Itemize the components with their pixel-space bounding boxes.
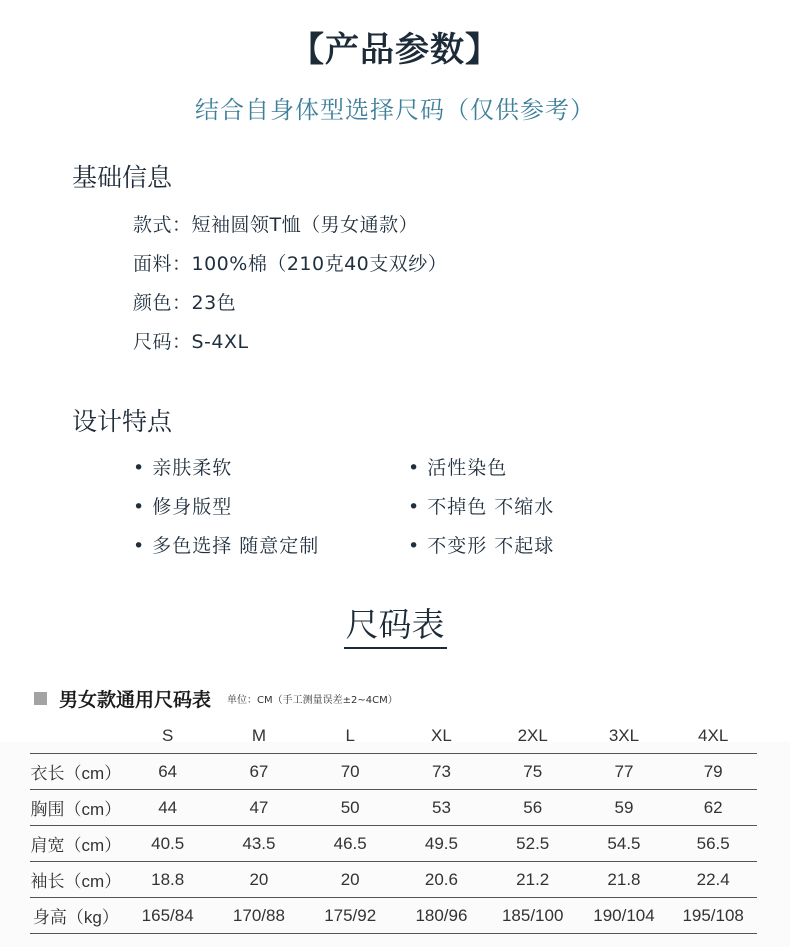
table-cell: 44 — [122, 790, 214, 826]
table-cell: 43.5 — [214, 826, 305, 862]
header-cell: 4XL — [698, 725, 729, 745]
table-cell: 75 — [487, 754, 579, 790]
table-cell: 46.5 — [304, 826, 396, 862]
table-row — [30, 754, 757, 790]
table-cell: 50 — [304, 790, 396, 826]
table-cell: 54.5 — [579, 826, 670, 862]
info-color: 颜色：23色 — [133, 292, 237, 314]
page-title: 【产品参数】 — [290, 30, 500, 70]
header-cell: 2XL — [517, 725, 548, 745]
table-cell: 21.2 — [487, 862, 579, 898]
table-cell: 185/100 — [487, 898, 579, 934]
header-cell: M — [251, 725, 267, 745]
size-chart-heading-text: 尺码表 — [344, 605, 447, 649]
table-cell: 20.6 — [396, 862, 487, 898]
table-cell: 77 — [579, 754, 670, 790]
table-cell: 47 — [214, 790, 305, 826]
table-cell: 190/104 — [579, 898, 670, 934]
table-title: 男女款通用尺码表 — [59, 688, 212, 711]
table-title-row — [34, 684, 398, 712]
table-row — [30, 862, 757, 898]
row-label: 身高（kg） — [30, 898, 122, 934]
feature-item: • 修身版型 — [133, 496, 233, 518]
header-cell: 3XL — [608, 725, 640, 745]
feature-item: • 不变形 不起球 — [408, 535, 555, 557]
feature-item: • 亲肤柔软 — [133, 457, 233, 479]
table-cell: 56 — [487, 790, 579, 826]
table-cell: 20 — [304, 862, 396, 898]
row-label: 肩宽（cm） — [30, 826, 122, 862]
table-cell: 67 — [214, 754, 305, 790]
table-cell: 56.5 — [669, 826, 757, 862]
size-table — [30, 718, 757, 934]
table-cell: 53 — [396, 790, 487, 826]
basic-info-heading: 基础信息 — [72, 163, 173, 192]
feature-item: • 活性染色 — [408, 457, 508, 479]
table-cell: 62 — [669, 790, 757, 826]
header-cell: XL — [431, 725, 452, 745]
table-row — [30, 826, 757, 862]
table-cell: 49.5 — [396, 826, 487, 862]
table-cell: 170/88 — [214, 898, 305, 934]
table-cell: 52.5 — [487, 826, 579, 862]
size-chart-heading — [0, 605, 790, 649]
row-label: 衣长（cm） — [30, 754, 122, 790]
table-cell: 195/108 — [669, 898, 757, 934]
feature-item: • 不掉色 不缩水 — [408, 496, 555, 518]
table-cell: 18.8 — [122, 862, 214, 898]
table-cell: 59 — [579, 790, 670, 826]
info-style: 款式：短袖圆领T恤（男女通款） — [133, 214, 419, 236]
table-cell: 20 — [214, 862, 305, 898]
header-cell: S — [162, 725, 174, 745]
row-label: 胸围（cm） — [30, 790, 122, 826]
square-bullet-icon — [34, 692, 47, 705]
table-cell: 175/92 — [304, 898, 396, 934]
table-cell: 73 — [396, 754, 487, 790]
table-cell: 79 — [669, 754, 757, 790]
features-heading: 设计特点 — [72, 407, 173, 436]
table-cell: 180/96 — [396, 898, 487, 934]
row-label: 袖长（cm） — [30, 862, 122, 898]
table-cell: 40.5 — [122, 826, 214, 862]
header-cell: L — [345, 725, 355, 745]
table-cell: 64 — [122, 754, 214, 790]
header-cell — [30, 718, 122, 754]
table-row — [30, 790, 757, 826]
feature-item: • 多色选择 随意定制 — [133, 535, 320, 557]
table-cell: 21.8 — [579, 862, 670, 898]
table-row — [30, 898, 757, 934]
table-cell: 165/84 — [122, 898, 214, 934]
page-subtitle: 结合自身体型选择尺码（仅供参考） — [195, 96, 595, 124]
unit-note: 单位：CM（手工测量误差±2~4CM） — [227, 694, 398, 706]
table-cell: 22.4 — [669, 862, 757, 898]
info-size: 尺码：S-4XL — [133, 331, 249, 353]
table-cell: 70 — [304, 754, 396, 790]
info-fabric: 面料：100%棉（210克40支双纱） — [133, 253, 448, 275]
table-header-row — [30, 718, 757, 754]
